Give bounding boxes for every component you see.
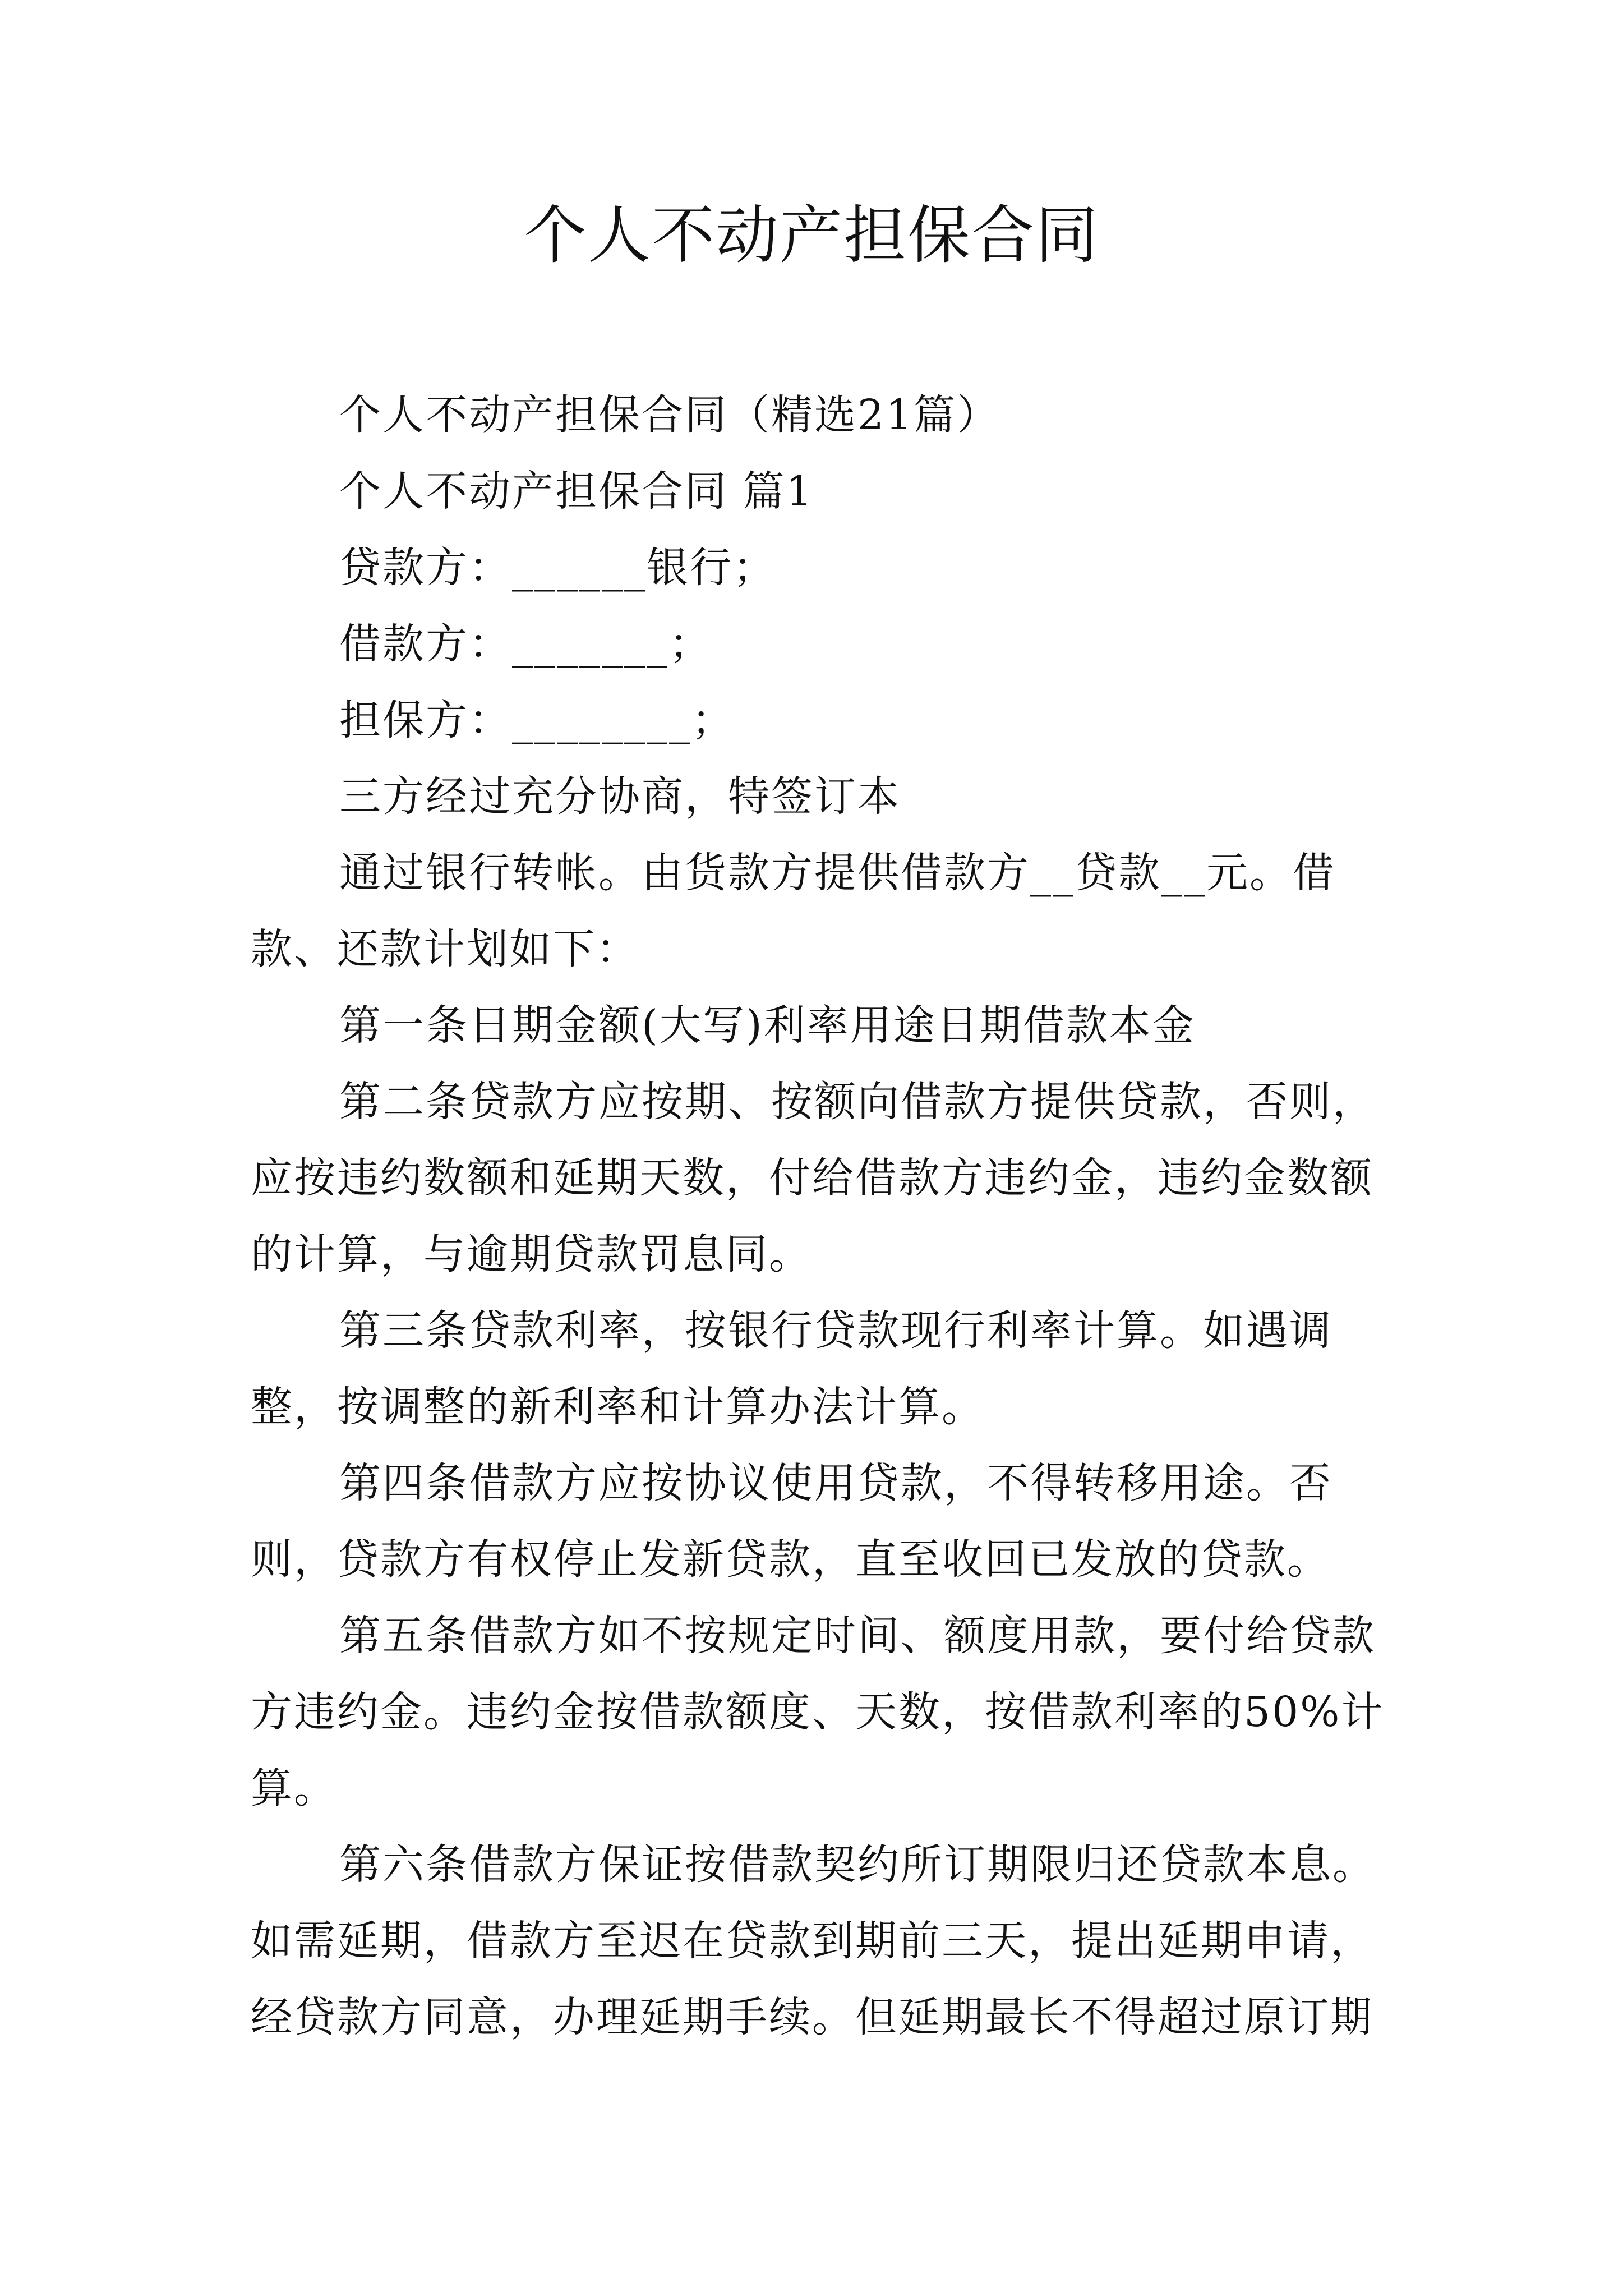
document-body	[251, 377, 1398, 2055]
document-title: 个人不动产担保合同	[524, 199, 1099, 272]
paragraph-subtitle: 个人不动产担保合同（精选21篇）	[339, 391, 1000, 439]
paragraph-article-5: 第五条借款方如不按规定时间、额度用款，要付给贷款方违约金。违约金按借款额度、天数，按借款利率的50%计算。	[251, 1612, 1385, 1812]
paragraph-article-3: 第三条贷款利率，按银行贷款现行利率计算。如遇调整，按调整的新利率和计算办法计算。	[251, 1306, 1332, 1431]
paragraph-agreement-intro: 三方经过充分协商，特签订本	[339, 772, 901, 821]
paragraph-section-heading: 个人不动产担保合同 篇1	[339, 467, 814, 516]
paragraph-borrower: 借款方：_______；	[339, 620, 712, 668]
paragraph-article-4: 第四条借款方应按协议使用贷款，不得转移用途。否则，贷款方有权停止发新贷款，直至收回已发放的贷款。	[251, 1459, 1332, 1584]
paragraph-article-6: 第六条借款方保证按借款契约所订期限归还贷款本息。如需延期，借款方至迟在贷款到期前三天，提出延期申请，经贷款方同意，办理延期手续。但延期最长不得超过原订期	[251, 1841, 1376, 2041]
paragraph-article-2: 第二条贷款方应按期、按额向借款方提供贷款，否则，应按违约数额和延期天数，付给借款方违约金，违约金数额的计算，与逾期贷款罚息同。	[251, 1078, 1376, 1278]
paragraph-article-1: 第一条日期金额(大写)利率用途日期借款本金	[339, 1001, 1196, 1050]
paragraph-transfer: 通过银行转帐。由货款方提供借款方__贷款__元。借款、还款计划如下：	[251, 849, 1336, 973]
paragraph-lender: 贷款方：______银行；	[339, 544, 776, 592]
paragraph-guarantor: 担保方：________；	[339, 696, 735, 744]
